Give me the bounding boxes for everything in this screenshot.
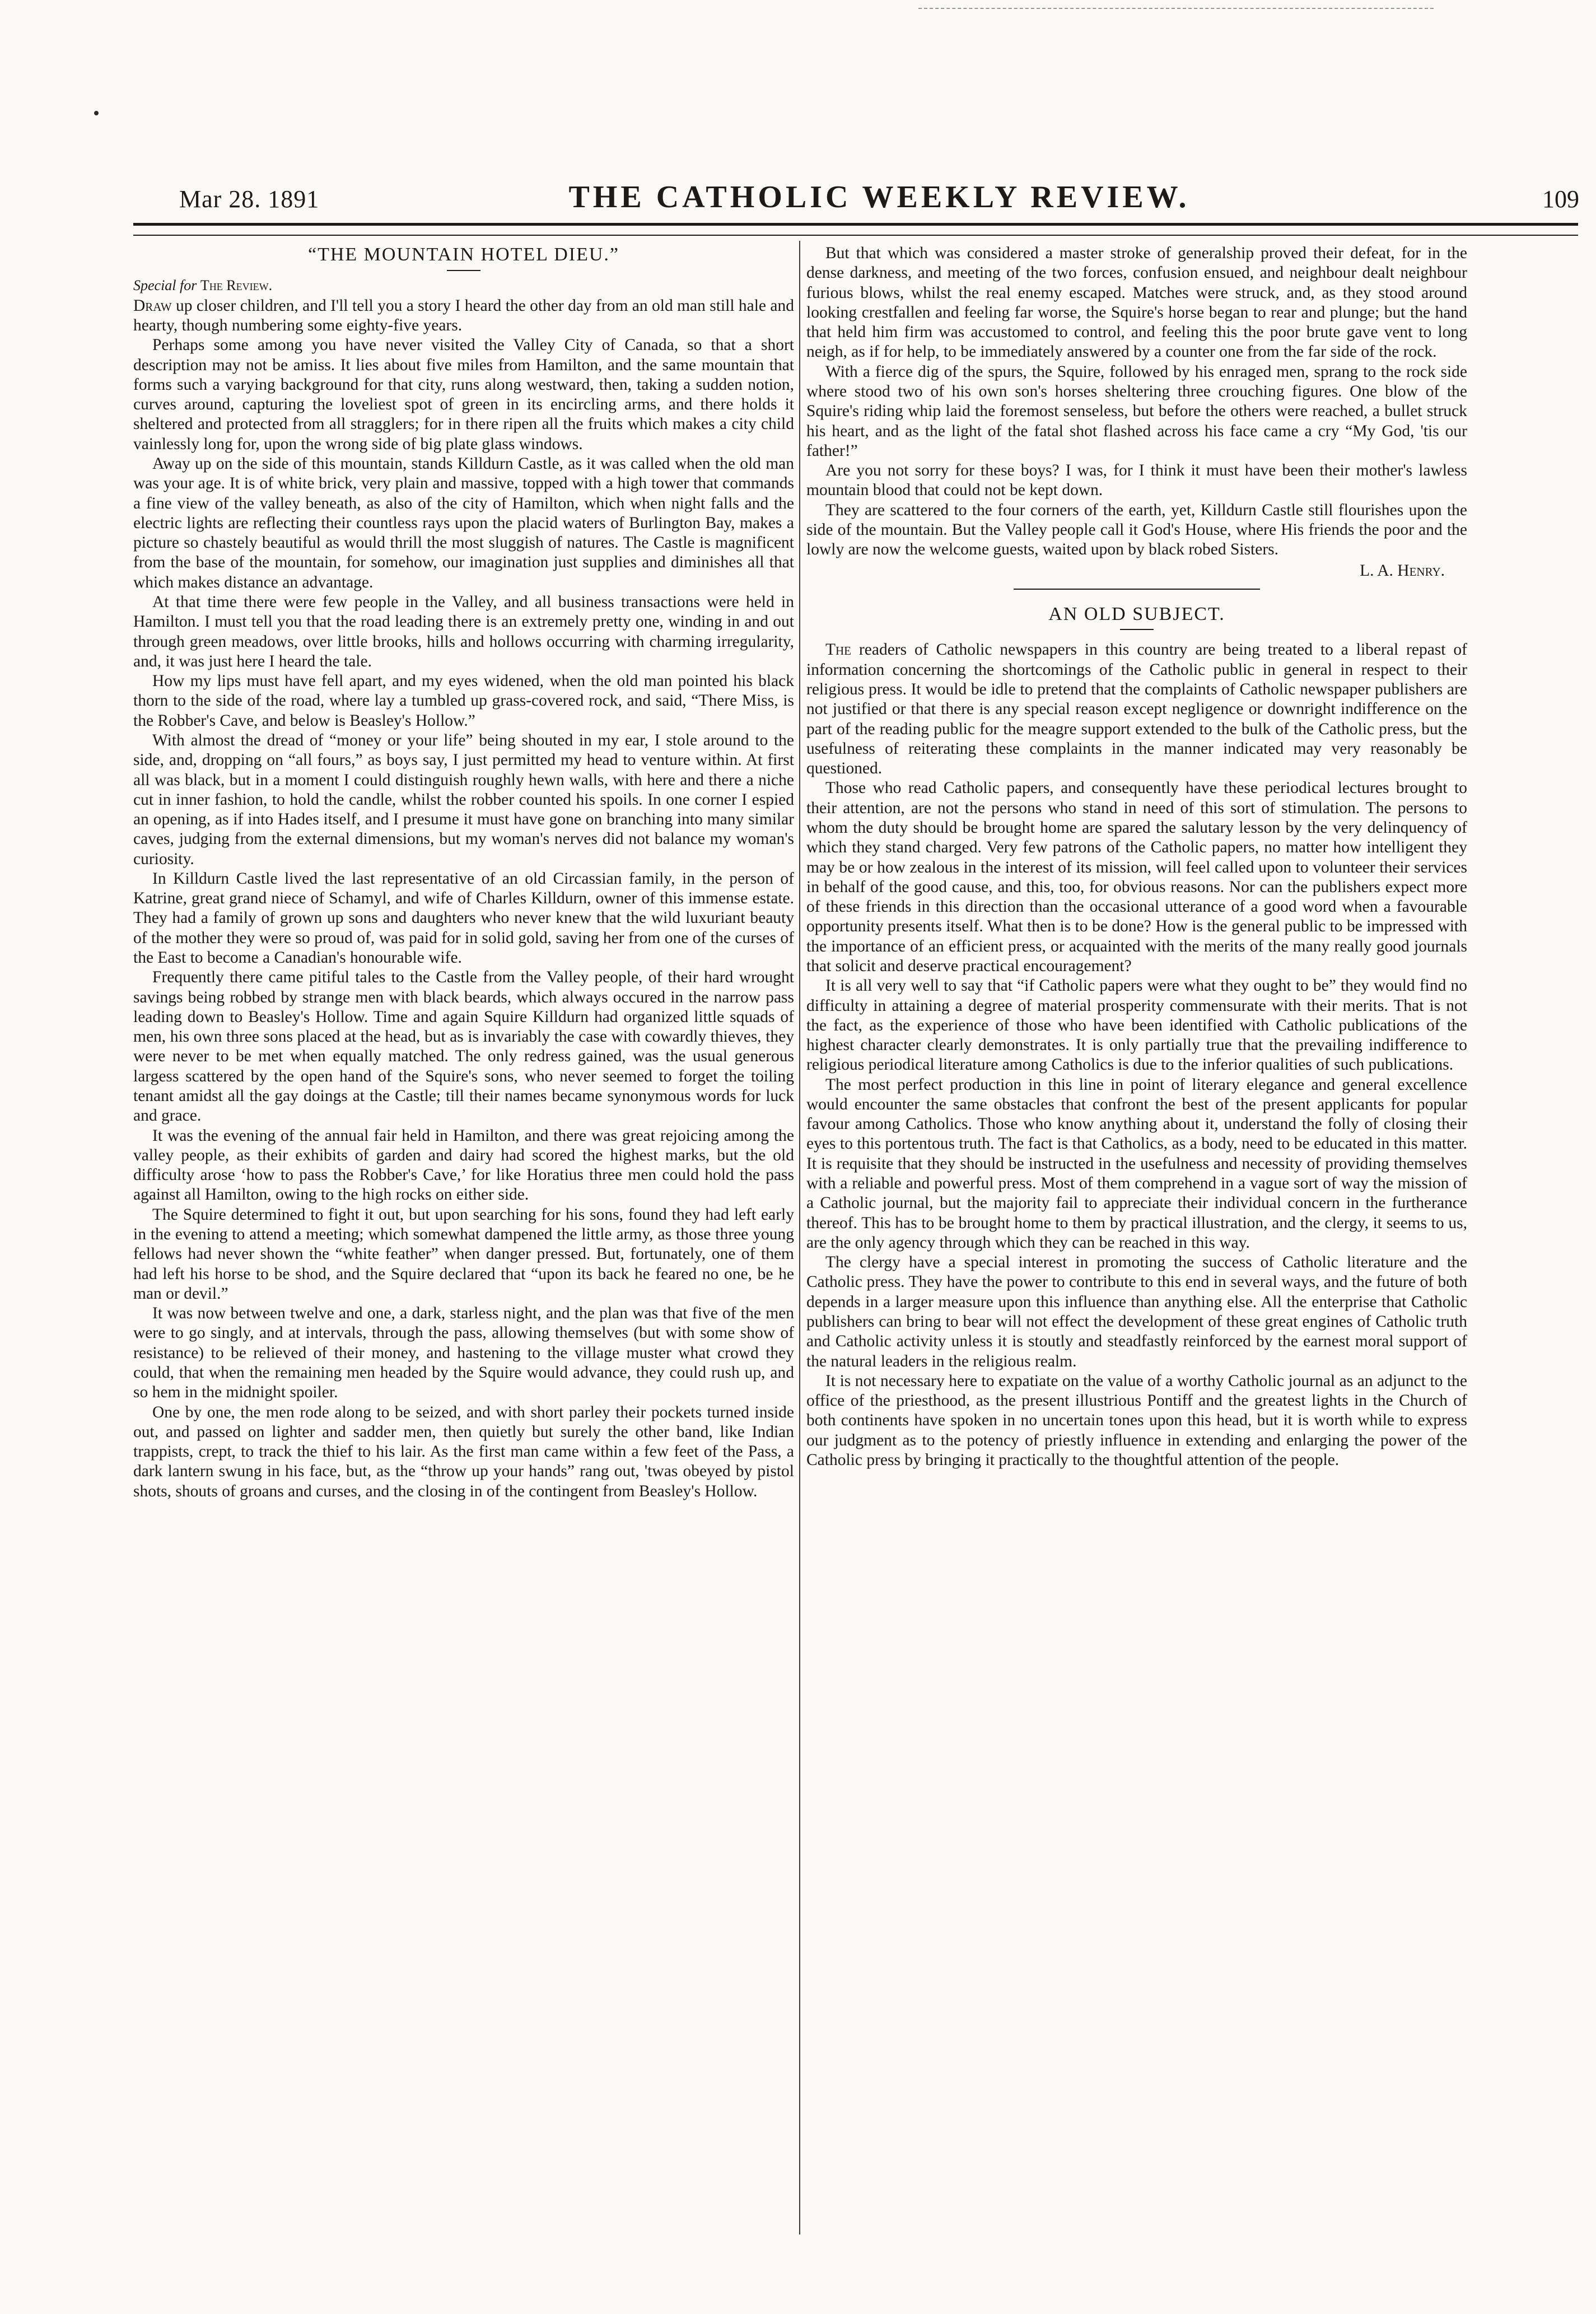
article-paragraph: How my lips must have fell apart, and my eyes widened, when the old man pointed his black thorn to the side of the road, where lay a tumbled up grass-covered rock, and said, “There Miss, is the Robber's Cave, and below is Beasley's Hollow.”	[133, 672, 794, 730]
article-paragraph: It was now between twelve and one, a dark, starless night, and the plan was that five of the men were to go singly, and at intervals, through the pass, allowing themselves (but with some show of resistance) to be relieved of their money, and hastening to the village muster what crowd they could, that when the remaining men headed by the Squire would advance, they could rush up, and so hem in the midnight spoiler.	[133, 1304, 794, 1402]
article-title: “THE MOUNTAIN HOTEL DIEU.”	[308, 244, 619, 265]
article-paragraph: In Killdurn Castle lived the last representative of an old Circassian family, in the person of Katrine, great grand niece of Schamyl, and wife of Charles Killdurn, owner of this immense estate. They had a family of grown up sons and daughters who never knew that the wild luxuriant beauty of the mother they were so proud of, was paid for in solid gold, saving her from one of the curses of the East to become a Canadian's honourable wife.	[133, 869, 794, 967]
lead-text: up closer children, and I'll tell you a story I heard the other day from an old man still hale and hearty, though numbering some eighty-five years.	[133, 296, 794, 335]
byline-prefix: Special for	[133, 277, 197, 293]
article-paragraph: Frequently there came pitiful tales to the Castle from the Valley people, of their hard wrought savings being robbed by strange men with black beards, which always occured in the narrow pass leading down to Beasley's Hollow. Time and again Squire Killdurn had organized little squads of men, his own three sons placed at the head, but as is invariably the case with cowardly thieves, they were never to be met when equally matched. The only redress gained, was the usual generous largess scattered by the open hand of the Squire's sons, who never seemed to forget the toiling tenant amidst all the gay doings at the Castle; till their names became synonymous words for luck and grace.	[133, 968, 794, 1125]
article-paragraph: The most perfect production in this line in point of literary elegance and general excellence would encounter the same obstacles that confront the best of the present applicants for popular favour among Catholics. Those who know anything about it, understand the folly of closing their eyes to this portentous truth. The fact is that Catholics, as a body, need to be educated in this matter. It is requisite that they should be instructed in the usefulness and necessity of providing themselves with a reliable and powerful press. Most of them comprehend in a vague sort of way the mission of a Catholic journal, but the majority fail to appreciate their individual concern in the furtherance thereof. This has to be brought home to them by practical illustration, and the clergy, it seems to us, are the only agency through which they can be reached in this way.	[806, 1075, 1467, 1252]
article-paragraph: They are scattered to the four corners of the earth, yet, Killdurn Castle still flourishes upon the side of the mountain. But the Valley people call it God's House, where His friends the poor and the lowly are now the welcome guests, waited upon by black robed Sisters.	[806, 501, 1467, 559]
lead-word: The	[825, 641, 852, 659]
masthead-title: THE CATHOLIC WEEKLY REVIEW.	[568, 180, 1190, 214]
article-paragraph: With almost the dread of “money or your life” being shouted in my ear, I stole around to the side, and, dropping on “all fours,” as boys say, I just permitted my head to venture within. At first all was black, but in a moment I could distinguish roughly hewn walls, with here and there a niche cut in inner fashion, to hold the candle, whilst the robber counted his spoils. In one corner I espied an opening, as if into Hades itself, and I presume it must have gone on branching into many similar caves, judging from the external dimensions, but my woman's nerves did not balance my woman's curiosity.	[133, 731, 794, 868]
article-paragraph: Perhaps some among you have never visited the Valley City of Canada, so that a short description may not be amiss. It lies about five miles from Hamilton, and the same mountain that forms such a varying background for that city, runs along westward, then, taking a sudden notion, curves around, capturing the loveliest spot of green in its encircling arms, and there holds it sheltered and protected from all stragglers; for in there ripen all the fruits which makes a city child vainlessly long for, upon the wrong side of big plate glass windows.	[133, 336, 794, 453]
issue-date: Mar 28. 1891	[179, 185, 320, 213]
article-paragraph: But that which was considered a master stroke of generalship proved their defeat, for in the dense darkness, and meeting of the two forces, confusion ensued, and neighbour dealt neighbour furious blows, whilst the real enemy escaped. Matches were struck, and, as they stood around looking crestfallen and feeling far worse, the Squire's horse began to rear and plunge; but the hand that held him firm was accustomed to control, and feeling this the poor brute gave vent to long neigh, as if for help, to be immediately answered by a counter one from the far side of the rock.	[806, 244, 1467, 361]
right-column	[806, 244, 1467, 2237]
article-paragraph: It is not necessary here to expatiate on the value of a worthy Catholic journal as an adjunct to the office of the priesthood, as the present illustrious Pontiff and the greatest lights in the Church of both continents have spoken in no uncertain tones upon this head, but it is worth while to express our judgment as to the potency of priestly influence in extending and enlarging the power of the Catholic press by bringing it practically to the thoughtful attention of the people.	[806, 1371, 1467, 1469]
page-number: 109	[1542, 185, 1579, 213]
article-separator-rule	[1014, 589, 1260, 590]
author-signature: L. A. Henry.	[1360, 561, 1445, 580]
article-paragraph: Those who read Catholic papers, and consequently have these periodical lectures brought to their attention, are not the persons who stand in need of this sort of stimulation. The persons to whom the duty should be brought home are spared the salutary lesson by the very delinquency of which they stand charged. Very few patrons of the Catholic papers, no matter how intelligent they may be or how zealous in the interest of its mission, will feel called upon to volunteer their services in behalf of the good cause, and this, too, for obvious reasons. Nor can the publishers expect more of these friends in this direction than the occasional utterance of a good word when a favourable opportunity presents itself. What then is to be done? How is the general public to be impressed with the importance of an efficient press, or acquainted with the merits of the many really good journals that solicit and deserve practical encouragement?	[806, 779, 1467, 975]
left-column	[133, 244, 794, 2237]
article-title: AN OLD SUBJECT.	[1048, 603, 1225, 624]
lead-word: Draw	[133, 296, 172, 315]
lead-text: readers of Catholic newspapers in this country are being treated to a liberal repast of information concerning the shortcomings of the Catholic public in general in respect to their religious press. It would be idle to pretend that the complaints of Catholic newspaper publishers are not justified or that there is any special reason except negligence or downright indifference on the part of the reading public for the meagre support extended to the bulk of the Catholic press, but the usefulness of reiterating these complaints in the manner indicated may very reasonably be questioned.	[806, 641, 1467, 778]
title-rule	[1120, 629, 1154, 630]
article-paragraph: One by one, the men rode along to be seized, and with short parley their pockets turned inside out, and passed on lighter and sadder men, then quietly but surely the other band, like Indian trappists, crept, to track the thief to his lair. As the first man came within a few feet of the Pass, a dark lantern swung in his face, but, as the “throw up your hands” rang out, 'twas obeyed by pistol shots, shouts of groans and curses, and the closing in of the contingent from Beasley's Hollow.	[133, 1403, 794, 1500]
article-paragraph: The Squire determined to fight it out, but upon searching for his sons, found they had left early in the evening to attend a meeting; which somewhat dampened the little army, as those three young fellows had never shown the “white feather” when danger pressed. But, fortunately, one of them had left his horse to be shod, and the Squire declared that “upon its back he feared no one, be he man or devil.”	[133, 1205, 794, 1303]
article-paragraph: At that time there were few people in the Valley, and all business transactions were held in Hamilton. I must tell you that the road leading there is an extremely pretty one, winding in and out through green meadows, over little brooks, hills and hollows occurring with charming irregularity, and, it was just here I heard the tale.	[133, 593, 794, 670]
top-edge-marks	[918, 8, 1434, 13]
article-paragraph: With a fierce dig of the spurs, the Squire, followed by his enraged men, sprang to the rock side where stood two of his own son's horses sheltering three crouching figures. One blow of the Squire's riding whip laid the foremost senseless, but before the others were reached, a bullet struck his heart, and as the light of the fatal shot flashed across his face came a cry “My God, 'tis our father!”	[806, 362, 1467, 460]
byline-source: The Review.	[200, 277, 273, 293]
article-paragraph: Away up on the side of this mountain, stands Killdurn Castle, as it was called when the old man was your age. It is of white brick, very plain and massive, topped with a high tower that commands a fine view of the valley beneath, as also of the city of Hamilton, which when night falls and the electric lights are reflecting their countless rays upon the placid waters of Burlington Bay, makes a picture so chastely beautiful as would thrill the most sluggish of natures. The Castle is magnificent from the base of the mountain, for somehow, our imagination just supplies and diminishes all that which makes distance an advantage.	[133, 455, 794, 591]
page-header	[179, 179, 1579, 218]
article-paragraph: Are you not sorry for these boys? I was, for I think it must have been their mother's lawless mountain blood that could not be kept down.	[806, 461, 1467, 500]
article-paragraph: It was the evening of the annual fair held in Hamilton, and there was great rejoicing among the valley people, as their exhibits of garden and dairy had scored the highest marks, but the old difficulty arose ‘how to pass the Robber's Cave,’ for like Horatius three men could hold the pass against all Hamilton, owing to the high rocks on either side.	[133, 1126, 794, 1204]
byline-special	[133, 277, 794, 294]
header-double-rule	[133, 223, 1578, 236]
article-paragraph: The clergy have a special interest in promoting the success of Catholic literature and the Catholic press. They have the power to contribute to this end in several ways, and the future of both depends in a larger measure upon this influence than anything else. All the enterprise that Catholic publishers can bring to bear will not effect the development of these great engines of Catholic truth and Catholic activity unless it is stoutly and steadfastly reinforced by the earnest moral support of the natural leaders in the religious realm.	[806, 1253, 1467, 1370]
article-paragraph	[806, 640, 1467, 778]
article-paragraph	[133, 296, 794, 336]
article-paragraph: It is all very well to say that “if Catholic papers were what they ought to be” they would find no difficulty in attaining a degree of material prosperity commensurate with their merits. That is not the fact, as the experience of those who have been identified with Catholic publications of the highest character clearly demonstrates. It is only partially true that the prevailing indifference to religious periodical literature among Catholics is due to the inferior qualities of such publications.	[806, 977, 1467, 1074]
ink-speck	[94, 111, 99, 115]
column-divider	[799, 241, 800, 2234]
title-rule	[447, 270, 480, 271]
